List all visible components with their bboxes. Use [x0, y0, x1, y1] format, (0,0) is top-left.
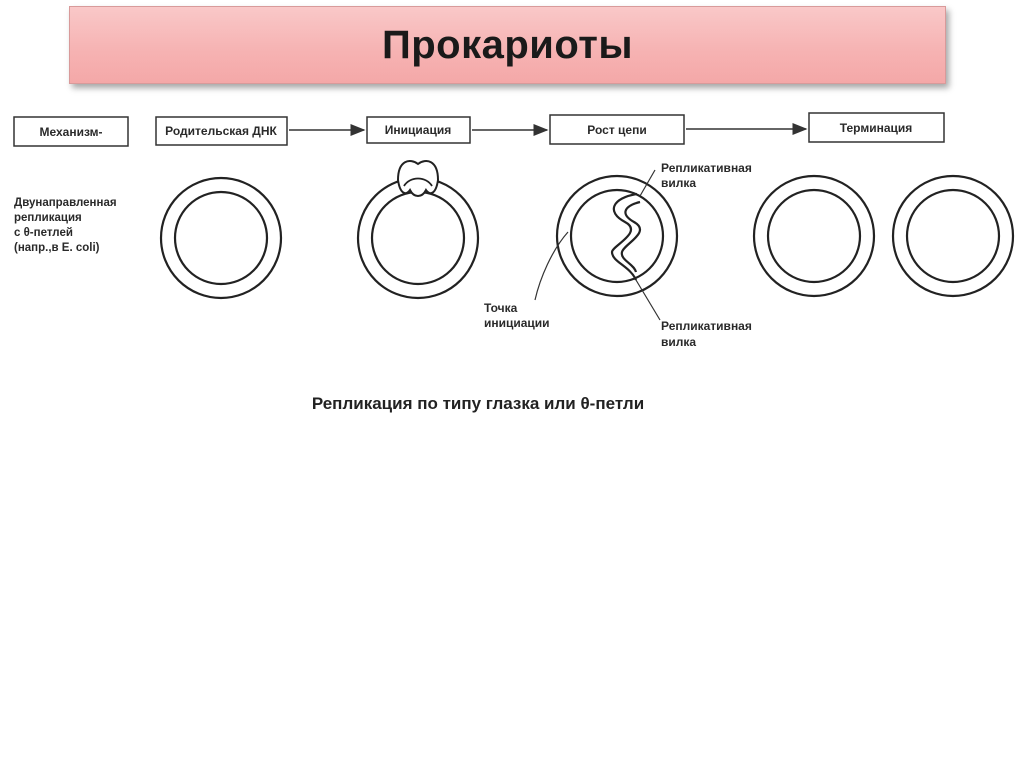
replication-diagram	[0, 100, 1024, 360]
parent-dna-circle	[161, 178, 281, 298]
initiation-point-label-2: инициации	[484, 316, 550, 330]
initiation-circle	[358, 161, 478, 298]
initiation-point-label-1: Точка	[484, 301, 518, 315]
initiation-point-annotation	[484, 232, 568, 330]
termination-label-box	[809, 113, 944, 142]
left-description	[14, 197, 117, 254]
initiation-label: Инициация	[384, 123, 452, 137]
parent-dna-label: Родительская ДНК	[165, 124, 277, 138]
parent-dna-label-box	[156, 117, 287, 145]
description-line-3: с θ-петлей	[14, 227, 73, 239]
chain-growth-circle	[557, 176, 677, 296]
description-line-1: Двунаправленная	[14, 197, 117, 209]
caption: Репликация по типу глазка или θ-петли	[311, 394, 645, 413]
mechanism-label: Механизм-	[39, 125, 103, 139]
fork-bottom-annotation	[636, 280, 752, 349]
fork-bottom-label-1: Репликативная	[661, 319, 752, 333]
fork-bottom-label-2: вилка	[661, 335, 697, 349]
initiation-label-box	[367, 117, 470, 143]
fork-top-label-2: вилка	[661, 176, 697, 190]
daughter-circle-2	[893, 176, 1013, 296]
title-bar	[69, 6, 946, 84]
replication-strand-inner	[622, 202, 640, 272]
daughter-circle-1	[754, 176, 874, 296]
description-line-4: (напр.,в E. coli)	[14, 242, 100, 254]
chain-growth-label: Рост цепи	[587, 123, 647, 137]
page-title: Прокариоты	[381, 22, 634, 67]
description-line-2: репликация	[14, 212, 82, 224]
termination-label: Терминация	[839, 121, 913, 135]
chain-growth-label-box	[550, 115, 684, 144]
mechanism-label-box	[14, 117, 128, 146]
fork-top-label-1: Репликативная	[661, 161, 752, 175]
